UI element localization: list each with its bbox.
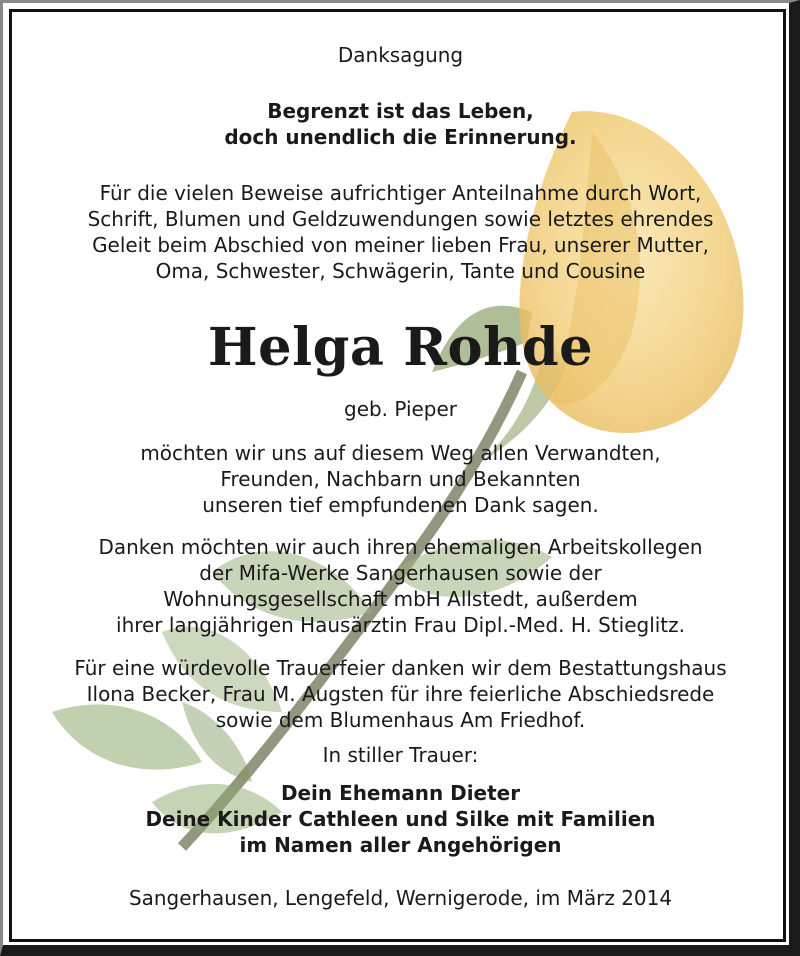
funeral-line-2: Ilona Becker, Frau M. Augsten für ihre feierliche Abschiedsrede — [86, 682, 715, 706]
intro-line-1: Für die vielen Beweise aufrichtiger Anteilnahme durch Wort, — [99, 181, 702, 205]
place-date: Sangerhausen, Lengefeld, Wernigerode, im März 2014 — [128, 886, 673, 910]
birth-name: geb. Pieper — [344, 397, 457, 421]
notice-text — [12, 12, 786, 942]
intro-line-3: Geleit beim Abschied von meiner lieben Frau, unserer Mutter, — [92, 233, 709, 257]
thanks-line-3: unseren tief empfundenen Dank sagen. — [202, 493, 599, 517]
motto-line-1: Begrenzt ist das Leben, — [267, 99, 534, 123]
thanks-line-2: Freunden, Nachbarn und Bekannten — [220, 467, 581, 491]
heading: Danksagung — [337, 43, 464, 67]
notice-card — [9, 9, 786, 942]
colleagues-line-1: Danken möchten wir auch ihren ehemaligen Arbeitskollegen — [98, 535, 703, 559]
signatory-line-2: Deine Kinder Cathleen und Silke mit Familien — [145, 807, 656, 831]
colleagues-line-3: Wohnungsgesellschaft mbH Allstedt, außerdem — [163, 587, 638, 611]
deceased-name: Helga Rohde — [207, 317, 594, 378]
funeral-line-1: Für eine würdevolle Trauerfeier danken wir dem Bestattungshaus — [74, 656, 727, 680]
funeral-line-3: sowie dem Blumenhaus Am Friedhof. — [215, 708, 586, 732]
intro-line-4: Oma, Schwester, Schwägerin, Tante und Cousine — [155, 259, 646, 283]
mourning-label: In stiller Trauer: — [322, 743, 479, 767]
colleagues-line-4: ihrer langjährigen Hausärztin Frau Dipl.-Med. H. Stieglitz. — [116, 613, 685, 637]
signatory-line-3: im Namen aller Angehörigen — [239, 833, 562, 857]
colleagues-line-2: der Mifa-Werke Sangerhausen sowie der — [199, 561, 602, 585]
signatory-line-1: Dein Ehemann Dieter — [280, 781, 521, 805]
motto-line-2: doch unendlich die Erinnerung. — [224, 125, 577, 149]
intro-line-2: Schrift, Blumen und Geldzuwendungen sowie letztes ehrendes — [87, 207, 714, 231]
thanks-line-1: möchten wir uns auf diesem Weg allen Verwandten, — [140, 441, 661, 465]
